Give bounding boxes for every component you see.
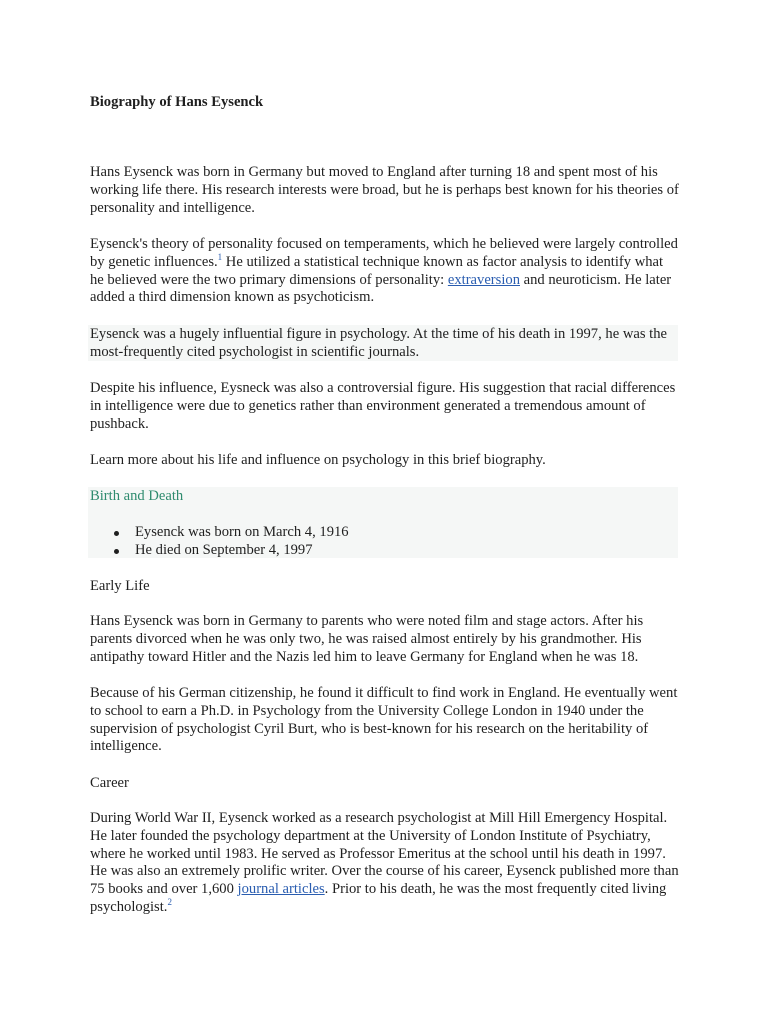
early-life-paragraph-2: Because of his German citizenship, he found it difficult to find work in England. He eventually went to school to earn a Ph.D. in Psychology from the University College London in 1940 under the supervision of psychologist Cyril Burt, who is best-known for his research on the heritability of intelligence. bbox=[90, 685, 678, 755]
birth-death-heading: Birth and Death bbox=[90, 488, 184, 504]
birth-death-list bbox=[90, 524, 349, 560]
intro-paragraph-2-text-c: and neuroticism. He later added a third dimension known as psychoticism. bbox=[90, 271, 672, 306]
intro-paragraph-2 bbox=[90, 236, 680, 307]
career-paragraph-1 bbox=[90, 810, 680, 917]
career-paragraph-1-text-a: During World War II, Eysenck worked as a research psychologist at Mill Hill Emergency Hospital. He later founded the psychology department at the University of London Institute of Psychiatry, where he worked until 1983. He served as Professor Emeritus at the school until his death in 1997. He was also an extremely prolific writer. Over the course of his career, Eysenck published more than 75 books and over 1,600 bbox=[90, 810, 679, 898]
extraversion-link[interactable]: extraversion bbox=[447, 271, 520, 288]
list-item bbox=[90, 524, 349, 542]
journal-articles-link[interactable]: journal articles bbox=[237, 881, 325, 898]
career-paragraph-1-text-b: . Prior to his death, he was the most frequently cited living psychologist. bbox=[90, 881, 667, 915]
page-title: Biography of Hans Eysenck bbox=[90, 94, 264, 110]
list-item-text: He died on September 4, 1997 bbox=[135, 541, 313, 558]
footnote-ref-1[interactable]: 1 bbox=[217, 251, 223, 262]
footnote-ref-2[interactable]: 2 bbox=[167, 897, 172, 908]
list-item-text: Eysenck was born on March 4, 1916 bbox=[135, 524, 349, 540]
early-life-heading: Early Life bbox=[90, 578, 150, 594]
intro-paragraph-3: Eysenck was a hugely influential figure in psychology. At the time of his death in 1997, he was the most-frequently cited psychologist in scientific journals. bbox=[90, 326, 668, 360]
intro-paragraph-2-text-a: Eysenck's theory of personality focused on temperaments, which he believed were largely controlled by genetic influences. bbox=[90, 236, 678, 270]
early-life-paragraph-1: Hans Eysenck was born in Germany to parents who were noted film and stage actors. After his parents divorced when he was only two, he was raised almost entirely by his grandmother. His antipathy toward Hitler and the Nazis led him to leave Germany for England when he was 18. bbox=[90, 613, 644, 665]
intro-paragraph-5: Learn more about his life and influence on psychology in this brief biography. bbox=[90, 452, 546, 468]
intro-paragraph-4: Despite his influence, Eysneck was also a controversial figure. His suggestion that racial differences in intelligence were due to genetics rather than environment generated a tremendous amount of pushback. bbox=[90, 380, 676, 432]
bullet-icon bbox=[114, 531, 119, 536]
intro-paragraph-2-text-b: He utilized a statistical technique known as factor analysis to identify what he believed were the two primary dimensions of personality: bbox=[90, 253, 664, 288]
intro-paragraph-1: Hans Eysenck was born in Germany but moved to England after turning 18 and spent most of his working life there. His research interests were broad, but he is perhaps best known for his theories of personality and intelligence. bbox=[90, 164, 679, 216]
bullet-icon bbox=[114, 549, 119, 554]
career-heading: Career bbox=[90, 775, 129, 791]
list-item bbox=[90, 542, 349, 560]
